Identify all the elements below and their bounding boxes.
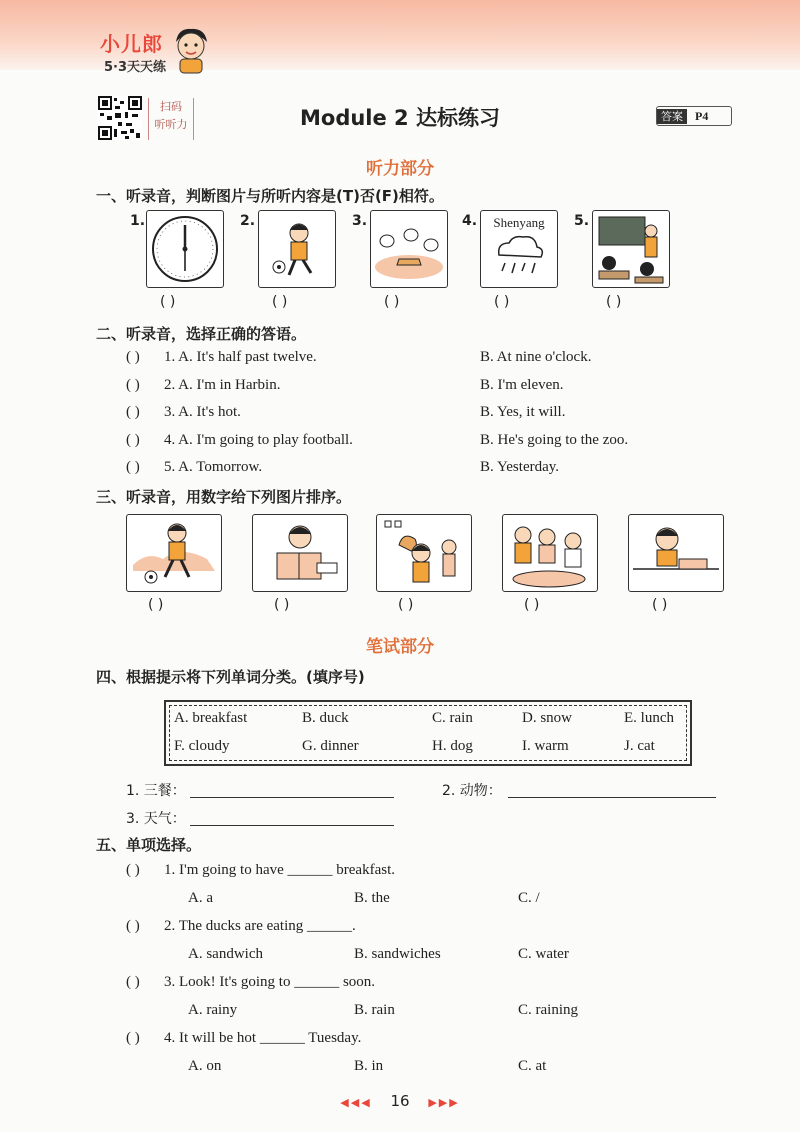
boy-reading-book-icon <box>253 515 347 591</box>
q2-item <box>126 432 726 460</box>
brand-logo: 小儿郎 <box>100 32 163 56</box>
q5-item <box>126 862 726 918</box>
q1-picture-boy-football <box>258 210 336 288</box>
q1-picture-classroom <box>592 210 670 288</box>
q2-answer-blank[interactable]: ( ) <box>126 349 140 365</box>
q5-answer-blank[interactable]: ( ) <box>126 974 140 990</box>
q3-picture-writing <box>628 514 724 592</box>
q2-option-b: B. Yes, it will. <box>480 404 566 420</box>
q5-question: 3. Look! It's going to ______ soon. <box>164 974 376 990</box>
q2-option-a: 4. A. I'm going to play football. <box>164 431 353 448</box>
q3-answer-blank-2[interactable]: ( ) <box>274 597 290 613</box>
q5-question: 1. I'm going to have ______ breakfast. <box>164 862 395 878</box>
word-bank-box <box>164 700 692 766</box>
q3-answer-blank-5[interactable]: ( ) <box>652 597 668 613</box>
q1-answer-blank-1[interactable]: ( ) <box>160 294 176 310</box>
q1-num-1: 1. <box>130 213 146 229</box>
q1-num-4: 4. <box>462 213 478 229</box>
q3-picture-reading <box>252 514 348 592</box>
q2-answer-blank[interactable]: ( ) <box>126 431 140 448</box>
right-arrows-icon: ▶▶▶ <box>428 1096 460 1109</box>
q1-heading: 一、听录音，判断图片与所听内容是(T)否(F)相符。 <box>96 187 444 205</box>
mascot-boy-icon <box>170 24 212 74</box>
q2-answer-blank[interactable]: ( ) <box>126 459 140 475</box>
q1-answer-blank-5[interactable]: ( ) <box>606 294 622 310</box>
q2-option-b: B. He's going to the zoo. <box>480 431 629 448</box>
category-animals-label: 2. 动物： <box>442 783 502 799</box>
boy-playing-football-icon <box>259 211 335 287</box>
brand-subtitle: 5·3天天练 <box>104 60 167 75</box>
q2-option-b: B. I'm eleven. <box>480 376 564 393</box>
word-option: F. cloudy <box>174 738 230 754</box>
q5-option-b: B. sandwiches <box>354 946 441 962</box>
word-option: J. cat <box>624 738 655 754</box>
word-option: A. breakfast <box>174 710 248 726</box>
children-cleaning-icon <box>377 515 471 591</box>
category-meals-label: 1. 三餐： <box>126 783 186 799</box>
q1-picture-clock <box>146 210 224 288</box>
answer-page-ref: 答案 P4 <box>656 106 732 126</box>
listening-section-title: 听力部分 <box>366 159 434 179</box>
q2-answer-blank[interactable]: ( ) <box>126 404 140 420</box>
q5-question: 2. The ducks are eating ______. <box>164 918 356 934</box>
q2-item <box>126 404 726 432</box>
q2-heading: 二、听录音，选择正确的答语。 <box>96 325 307 343</box>
q1-num-3: 3. <box>352 213 368 229</box>
category-animals-blank[interactable] <box>508 796 716 798</box>
q3-heading: 三、听录音，用数字给下列图片排序。 <box>96 488 352 506</box>
q5-answer-blank[interactable]: ( ) <box>126 862 140 878</box>
boy-running-football-icon <box>127 515 221 591</box>
word-option: B. duck <box>302 710 349 726</box>
city-label: Shenyang <box>493 215 545 230</box>
category-meals-blank[interactable] <box>190 796 394 798</box>
q1-answer-blank-3[interactable]: ( ) <box>384 294 400 310</box>
q4-heading: 四、根据提示将下列单词分类。(填序号) <box>96 668 365 686</box>
q5-question: 4. It will be hot ______ Tuesday. <box>164 1030 362 1046</box>
writing-section-title: 笔试部分 <box>366 637 434 657</box>
q5-option-c: C. / <box>518 890 540 906</box>
q5-item <box>126 974 726 1030</box>
q3-answer-blank-3[interactable]: ( ) <box>398 597 414 613</box>
q5-option-c: C. at <box>518 1058 547 1074</box>
q5-option-b: B. in <box>354 1058 384 1074</box>
word-option: G. dinner <box>302 738 359 754</box>
q2-item <box>126 459 726 487</box>
q2-option-a: 1. A. It's half past twelve. <box>164 349 317 365</box>
q1-answer-blank-4[interactable]: ( ) <box>494 294 510 310</box>
q1-picture-ducks-sandwich <box>370 210 448 288</box>
q5-option-a: A. on <box>188 1058 222 1074</box>
word-option: C. rain <box>432 710 473 726</box>
boy-at-desk-icon <box>629 515 723 591</box>
q1-picture-weather-rain <box>480 210 558 288</box>
q5-option-c: C. raining <box>518 1002 578 1018</box>
q5-item <box>126 1030 726 1086</box>
page-footer <box>0 1092 800 1110</box>
word-option: E. lunch <box>624 710 674 726</box>
q5-heading: 五、单项选择。 <box>96 836 202 854</box>
q5-list <box>126 862 726 1086</box>
q5-option-a: A. sandwich <box>188 946 263 962</box>
q5-answer-blank[interactable]: ( ) <box>126 918 140 934</box>
q2-option-b: B. Yesterday. <box>480 459 560 475</box>
classroom-icon <box>593 211 669 287</box>
q5-option-a: A. a <box>188 890 213 906</box>
q3-picture-football <box>126 514 222 592</box>
scan-to-listen-label: 扫码 听听力 <box>148 98 194 140</box>
clock-icon <box>147 211 223 287</box>
page-number: 16 <box>390 1092 410 1110</box>
q2-option-a: 2. A. I'm in Harbin. <box>164 376 281 393</box>
q5-option-c: C. water <box>518 946 569 962</box>
family-picnic-icon <box>503 515 597 591</box>
q2-item <box>126 377 726 405</box>
q2-list <box>126 349 726 487</box>
q1-num-2: 2. <box>240 213 256 229</box>
left-arrows-icon: ◀◀◀ <box>340 1096 372 1109</box>
q2-option-a: 3. A. It's hot. <box>164 404 241 420</box>
category-weather-blank[interactable] <box>190 824 394 826</box>
category-weather-label: 3. 天气： <box>126 811 186 827</box>
q3-answer-blank-1[interactable]: ( ) <box>148 597 164 613</box>
q5-answer-blank[interactable]: ( ) <box>126 1030 140 1046</box>
q3-picture-sweeping <box>376 514 472 592</box>
q3-answer-blank-4[interactable]: ( ) <box>524 597 540 613</box>
q2-answer-blank[interactable]: ( ) <box>126 376 140 393</box>
q5-option-b: B. the <box>354 890 390 906</box>
q2-option-a: 5. A. Tomorrow. <box>164 459 263 475</box>
word-option: I. warm <box>522 738 569 754</box>
word-option: D. snow <box>522 710 573 726</box>
ducks-sandwich-icon <box>371 211 447 287</box>
q2-item <box>126 349 726 377</box>
q5-option-b: B. rain <box>354 1002 395 1018</box>
q5-item <box>126 918 726 974</box>
q1-answer-blank-2[interactable]: ( ) <box>272 294 288 310</box>
q3-picture-picnic <box>502 514 598 592</box>
q5-option-a: A. rainy <box>188 1002 238 1018</box>
q2-option-b: B. At nine o'clock. <box>480 349 592 365</box>
q1-num-5: 5. <box>574 213 590 229</box>
page-title: Module 2 达标练习 <box>300 106 500 130</box>
word-option: H. dog <box>432 738 473 754</box>
